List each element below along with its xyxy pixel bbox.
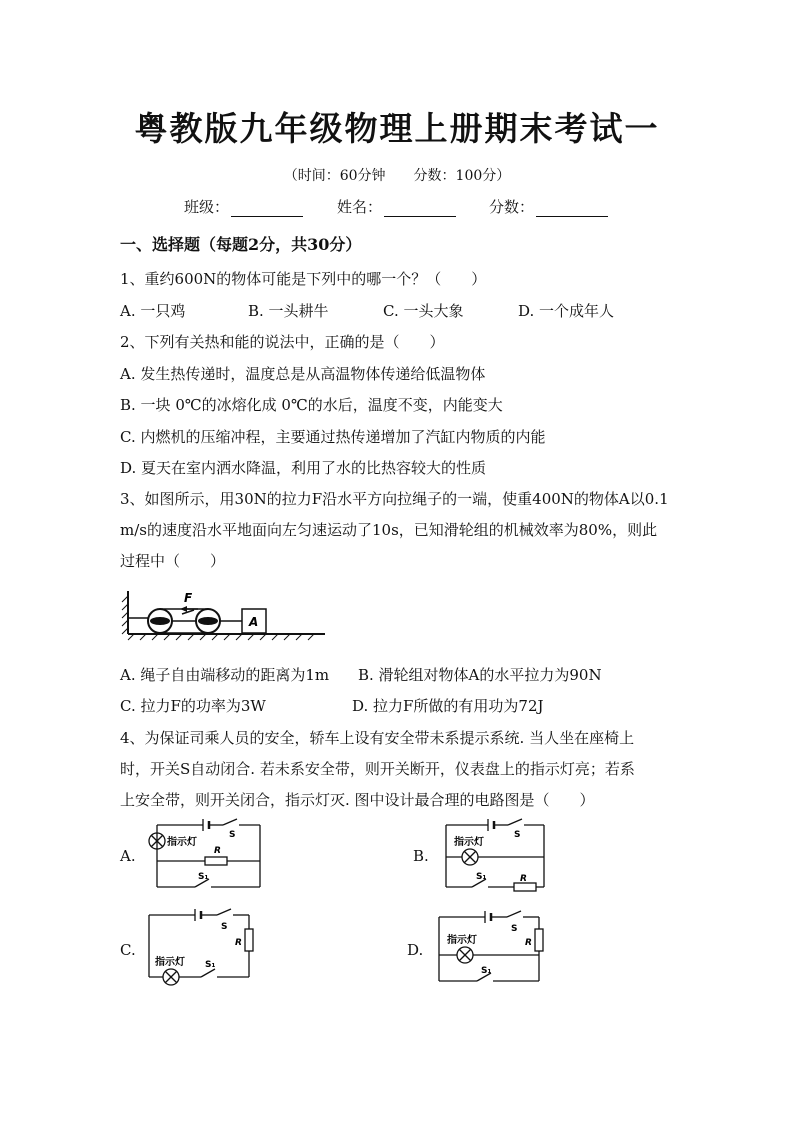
q2-option-d[interactable]: D. 夏天在室内洒水降温，利用了水的比热容较大的性质 [120,459,487,477]
q1-option-a[interactable]: A. 一只鸡 [120,302,186,320]
name-blank[interactable] [384,202,456,217]
circuit-a-s1-label: S₁ [198,872,209,882]
circuit-c[interactable] [143,905,258,987]
class-label: 班级： [184,198,230,216]
circuit-a-lamp-label: 指示灯 [167,837,197,848]
q2-option-a[interactable]: A. 发生热传递时，温度总是从高温物体传递给低温物体 [120,365,486,383]
q3-option-d[interactable]: D. 拉力F所做的有用功为72J [352,697,544,715]
score-label: 分数： [489,198,535,216]
q4-stem-line3: 上安全带，则开关闭合，指示灯灭. 图中设计最合理的电路图是（ ） [120,791,595,809]
circuit-b-label[interactable]: B. [413,847,429,865]
circuit-a-s-label: S [229,830,236,840]
q1-option-d[interactable]: D. 一个成年人 [518,302,615,320]
q1-option-c[interactable]: C. 一头大象 [383,302,464,320]
q2-stem: 2、下列有关热和能的说法中，正确的是（ ） [120,333,445,351]
circuit-c-s-label: S [221,922,228,932]
circuit-d-lamp-label: 指示灯 [447,935,477,946]
circuit-a[interactable] [143,817,263,893]
circuit-a-r-label: R [214,846,221,856]
circuit-b-s1-label: S₁ [476,872,487,882]
circuit-a-label[interactable]: A. [120,847,136,865]
q3-stem-line1: 3、如图所示，用30N的拉力F沿水平方向拉绳子的一端，使重400N的物体A以0.1 [120,490,669,508]
circuit-c-lamp-label: 指示灯 [155,957,185,968]
q3-option-c[interactable]: C. 拉力F的功率为3W [120,697,266,715]
q2-option-c[interactable]: C. 内燃机的压缩冲程，主要通过热传递增加了汽缸内物质的内能 [120,428,546,446]
q3-option-a[interactable]: A. 绳子自由端移动的距离为1m [120,666,330,684]
circuit-b-lamp-label: 指示灯 [454,837,484,848]
exam-subtitle: （时间：60分钟 分数：100分） [283,168,511,184]
circuit-d-label[interactable]: D. [407,941,424,959]
exam-title: 粤教版九年级物理上册期末考试一 [134,109,660,148]
class-blank[interactable] [231,202,303,217]
q3-stem-line2: m/s的速度沿水平地面向左匀速运动了10s，已知滑轮组的机械效率为80%，则此 [120,521,658,539]
force-label: F [184,591,193,605]
q3-stem-line3: 过程中（ ） [120,552,226,570]
block-label: A [249,615,259,629]
q3-option-b[interactable]: B. 滑轮组对物体A的水平拉力为90N [358,666,602,684]
q1-option-b[interactable]: B. 一头耕牛 [248,302,329,320]
name-label: 姓名： [337,198,383,216]
circuit-c-r-label: R [235,938,242,948]
circuit-c-label[interactable]: C. [120,941,136,959]
circuit-d[interactable] [433,907,548,987]
section-heading: 一、选择题（每题2分，共30分） [120,235,362,254]
class-field [184,196,303,217]
circuit-d-r-label: R [525,938,532,948]
circuit-c-s1-label: S₁ [205,960,216,970]
q1-stem: 1、重约600N的物体可能是下列中的哪一个？（ ） [120,270,487,288]
score-blank[interactable] [536,202,608,217]
pulley-figure [120,588,330,643]
circuit-d-s-label: S [511,924,518,934]
q4-stem-line1: 4、为保证司乘人员的安全，轿车上设有安全带未系提示系统. 当人坐在座椅上 [120,729,635,747]
score-field [489,196,608,217]
circuit-d-s1-label: S₁ [481,966,492,976]
circuit-b-s-label: S [514,830,521,840]
circuit-b-r-label: R [520,874,527,884]
q4-stem-line2: 时，开关S自动闭合. 若未系安全带，则开关断开，仪表盘上的指示灯亮；若系 [120,760,635,778]
name-field [337,196,456,217]
q2-option-b[interactable]: B. 一块 0℃的冰熔化成 0℃的水后，温度不变，内能变大 [120,396,503,414]
circuit-b[interactable] [440,817,548,893]
